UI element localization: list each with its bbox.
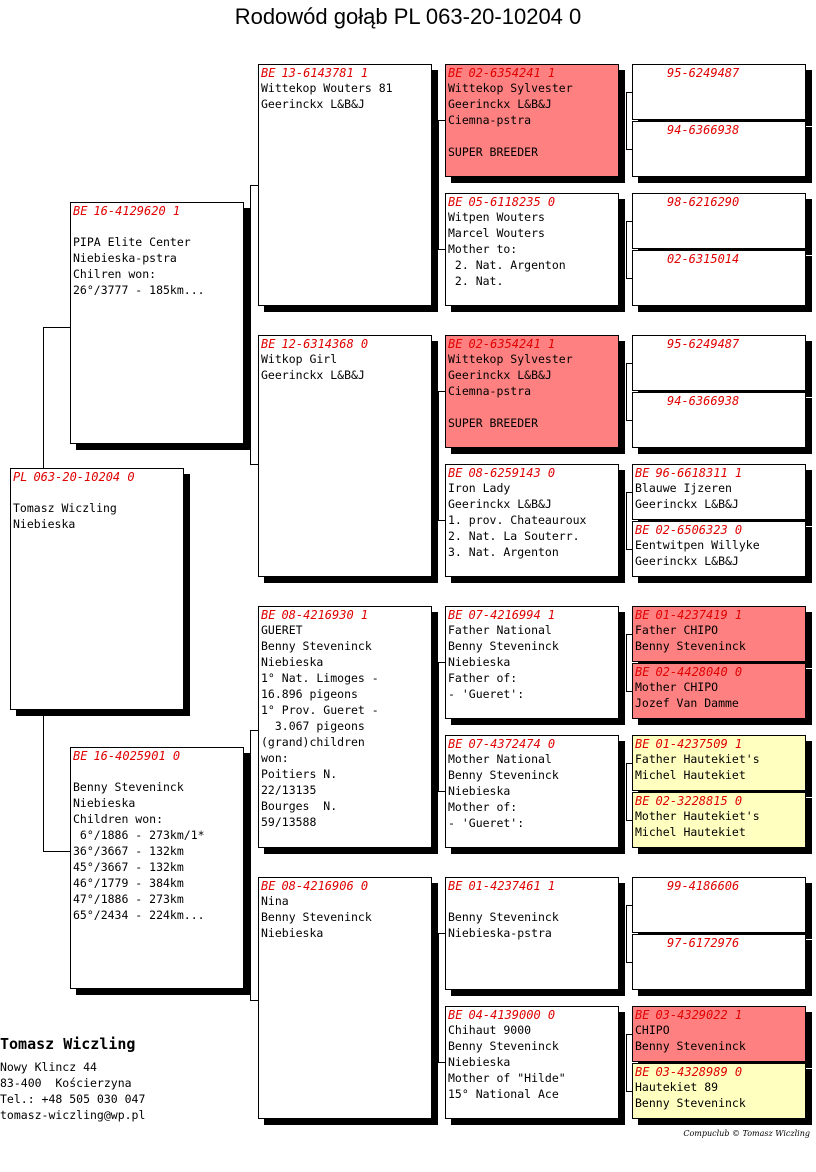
great-great-grandparent-10-ring (635, 665, 803, 679)
great-grandparent-1-info-line: Ciemna-pstra (448, 113, 532, 127)
great-grandparent-2-info-line: Witpen Wouters (448, 210, 545, 224)
connector-line (626, 905, 627, 962)
great-great-grandparent-12-card (632, 792, 806, 848)
great-great-grandparent-8-ring (635, 523, 803, 537)
connector-line (626, 92, 632, 93)
great-grandparent-7-info-line: Benny Steveninck (448, 910, 559, 924)
great-great-grandparent-9-card (632, 606, 806, 662)
connector-line (626, 420, 632, 421)
great-great-grandparent-9-ring-number: 01-4237419 1 (655, 608, 743, 622)
grandparent-4-country: BE (261, 879, 276, 893)
footer-credit: Compuclub © Tomasz Wiczling (683, 1129, 810, 1138)
grandparent-1-card (258, 64, 432, 306)
great-great-grandparent-7-info-line: Blauwe Ijzeren (635, 481, 732, 495)
connector-line (43, 327, 70, 328)
connector-line (438, 120, 439, 249)
great-great-grandparent-11-ring-number: 01-4237509 1 (655, 737, 743, 751)
great-great-grandparent-1-card (632, 64, 806, 120)
grandparent-3-info-line: 1° Prov. Gueret - (261, 703, 379, 717)
mother-pigeon-info-line: 46°/1779 - 384km (73, 876, 184, 890)
subject-pigeon-ring (13, 470, 181, 484)
grandparent-4-ring-number: 08-4216906 0 (281, 879, 369, 893)
great-grandparent-4-info-line: 2. Nat. La Souterr. (448, 529, 580, 543)
connector-line (626, 363, 632, 364)
connector-line (250, 185, 251, 465)
owner-city: 83-400 Kościerzyna (0, 1076, 132, 1090)
grandparent-4-ring (261, 879, 429, 893)
father-pigeon-ring-number: 16-4129620 1 (93, 204, 181, 218)
grandparent-3-info-line: GUERET (261, 623, 303, 637)
connector-line (438, 933, 439, 1062)
great-grandparent-8-info-line: Niebieska (448, 1055, 511, 1069)
great-grandparent-2-ring (448, 195, 616, 209)
great-great-grandparent-16-country: BE (635, 1065, 650, 1079)
great-great-grandparent-7-ring-number: 96-6618311 1 (655, 466, 743, 480)
grandparent-3-card (258, 606, 432, 848)
connector-line (626, 549, 632, 550)
grandparent-3-info-line: 3.067 pigeons (261, 719, 365, 733)
great-grandparent-3-info-line: SUPER BREEDER (448, 416, 539, 430)
connector-line (438, 1062, 445, 1063)
grandparent-2-info-line: Geerinckx L&B&J (261, 368, 365, 382)
great-great-grandparent-5-ring (635, 337, 803, 351)
connector-line (438, 120, 445, 121)
connector-line (626, 763, 632, 764)
great-great-grandparent-16-ring (635, 1065, 803, 1079)
great-great-grandparent-10-country: BE (635, 665, 650, 679)
connector-line (626, 221, 627, 278)
great-grandparent-4-ring (448, 466, 616, 480)
owner-phone: Tel.: +48 505 030 047 (0, 1092, 146, 1106)
father-pigeon-info-line (73, 218, 241, 234)
grandparent-4-info-line: Benny Steveninck (261, 910, 372, 924)
great-great-grandparent-9-country: BE (635, 608, 650, 622)
connector-line (244, 320, 250, 321)
mother-pigeon-ring-number: 16-4025901 0 (93, 749, 181, 763)
connector-line (626, 149, 632, 150)
great-great-grandparent-8-info-line: Geerinckx L&B&J (635, 554, 739, 568)
great-great-grandparent-8-info-line: Eentwitpen Willyke (635, 538, 760, 552)
connector-line (626, 634, 632, 635)
connector-line (626, 820, 632, 821)
great-great-grandparent-12-info-line: Michel Hautekiet (635, 825, 746, 839)
owner-email: tomasz-wiczling@wp.pl (0, 1108, 146, 1122)
great-grandparent-1-info-line: SUPER BREEDER (448, 145, 539, 159)
great-grandparent-7-ring-number: 01-4237461 1 (468, 879, 556, 893)
connector-line (626, 492, 627, 549)
great-great-grandparent-9-info-line: Father CHIPO (635, 623, 719, 637)
mother-pigeon-info-line: 47°/1886 - 273km (73, 892, 184, 906)
great-grandparent-4-card (445, 464, 619, 577)
mother-pigeon-info-line: 6°/1886 - 273km/1* (73, 828, 205, 842)
great-great-grandparent-6-card (632, 392, 806, 448)
connector-line (626, 691, 632, 692)
great-great-grandparent-16-card (632, 1063, 806, 1119)
great-great-grandparent-16-info-line: Hautekiet 89 (635, 1080, 719, 1094)
connector-line (626, 1034, 632, 1035)
grandparent-3-info-line: Benny Steveninck (261, 639, 372, 653)
connector-line (438, 662, 439, 791)
subject-pigeon-card (10, 468, 184, 710)
great-great-grandparent-10-info-line: Mother CHIPO (635, 680, 719, 694)
mother-pigeon-info-line (73, 763, 241, 779)
great-great-grandparent-5-card (632, 335, 806, 391)
great-great-grandparent-11-info-line: Father Hautekiet's (635, 752, 760, 766)
grandparent-3-info-line: 16.896 pigeons (261, 687, 358, 701)
grandparent-1-ring (261, 66, 429, 80)
grandparent-3-ring (261, 608, 429, 622)
great-grandparent-2-info-line: 2. Nat. (448, 274, 504, 288)
great-grandparent-4-info-line: 3. Nat. Argenton (448, 545, 559, 559)
owner-name: Tomasz Wiczling (0, 1035, 136, 1053)
great-great-grandparent-10-ring-number: 02-4428040 0 (655, 665, 743, 679)
great-great-grandparent-3-card (632, 193, 806, 249)
connector-line (626, 278, 632, 279)
great-great-grandparent-13-card (632, 877, 806, 933)
great-great-grandparent-2-card (632, 121, 806, 177)
great-grandparent-6-ring-number: 07-4372474 0 (468, 737, 556, 751)
great-grandparent-8-info-line: Chihaut 9000 (448, 1023, 532, 1037)
great-grandparent-5-card (445, 606, 619, 719)
great-grandparent-1-info-line: Geerinckx L&B&J (448, 97, 552, 111)
subject-pigeon-info-line: Niebieska (13, 517, 76, 531)
connector-line (626, 1091, 632, 1092)
connector-line (43, 710, 44, 851)
great-great-grandparent-2-ring (635, 123, 803, 137)
grandparent-4-card (258, 877, 432, 1119)
great-grandparent-2-ring-number: 05-6118235 0 (468, 195, 556, 209)
grandparent-2-info-line: Witkop Girl (261, 352, 338, 366)
great-great-grandparent-4-card (632, 250, 806, 306)
great-great-grandparent-12-ring (635, 794, 803, 808)
great-great-grandparent-6-ring-number: 94-6366938 (667, 394, 740, 408)
great-grandparent-7-country: BE (448, 879, 463, 893)
father-pigeon-country: BE (73, 204, 88, 218)
grandparent-3-info-line: 22/13135 (261, 783, 317, 797)
grandparent-2-ring (261, 337, 429, 351)
great-great-grandparent-1-ring-number: 95-6249487 (667, 66, 740, 80)
father-pigeon-info-line: PIPA Elite Center (73, 235, 191, 249)
mother-pigeon-info-line: 45°/3667 - 132km (73, 860, 184, 874)
connector-line (438, 933, 445, 934)
grandparent-3-info-line: won: (261, 751, 289, 765)
connector-line (626, 962, 632, 963)
great-great-grandparent-7-card (632, 464, 806, 520)
great-grandparent-7-info-line (448, 893, 616, 909)
connector-line (626, 1034, 627, 1091)
great-grandparent-3-info-line: Ciemna-pstra (448, 384, 532, 398)
great-great-grandparent-4-ring-number: 02-6315014 (667, 252, 740, 266)
mother-pigeon-info-line: 36°/3667 - 132km (73, 844, 184, 858)
grandparent-4-info-line: Niebieska (261, 926, 324, 940)
grandparent-3-info-line: (grand)children (261, 735, 365, 749)
great-grandparent-8-country: BE (448, 1008, 463, 1022)
great-grandparent-1-info-line (448, 128, 616, 144)
great-great-grandparent-9-ring (635, 608, 803, 622)
great-grandparent-3-info-line: Geerinckx L&B&J (448, 368, 552, 382)
great-grandparent-8-ring (448, 1008, 616, 1022)
father-pigeon-info-line: Niebieska-pstra (73, 251, 177, 265)
great-great-grandparent-14-card (632, 934, 806, 990)
great-grandparent-4-ring-number: 08-6259143 0 (468, 466, 556, 480)
connector-line (438, 249, 445, 250)
great-great-grandparent-15-country: BE (635, 1008, 650, 1022)
great-grandparent-6-card (445, 735, 619, 848)
great-grandparent-6-ring (448, 737, 616, 751)
grandparent-1-info-line: Geerinckx L&B&J (261, 97, 365, 111)
grandparent-3-info-line: Niebieska (261, 655, 324, 669)
great-grandparent-4-info-line: Geerinckx L&B&J (448, 497, 552, 511)
great-great-grandparent-10-card (632, 663, 806, 719)
great-grandparent-8-info-line: 15° National Ace (448, 1087, 559, 1101)
great-grandparent-1-ring-number: 02-6354241 1 (468, 66, 556, 80)
grandparent-3-country: BE (261, 608, 276, 622)
great-great-grandparent-15-card (632, 1006, 806, 1062)
grandparent-3-ring-number: 08-4216930 1 (281, 608, 369, 622)
mother-pigeon-country: BE (73, 749, 88, 763)
great-grandparent-6-country: BE (448, 737, 463, 751)
connector-line (438, 391, 445, 392)
great-grandparent-6-info-line: Benny Steveninck (448, 768, 559, 782)
connector-line (626, 363, 627, 420)
connector-line (438, 520, 445, 521)
great-great-grandparent-6-ring (635, 394, 803, 408)
great-great-grandparent-12-info-line: Mother Hautekiet's (635, 809, 760, 823)
great-grandparent-2-card (445, 193, 619, 306)
great-great-grandparent-15-info-line: CHIPO (635, 1023, 670, 1037)
connector-line (626, 92, 627, 149)
grandparent-1-ring-number: 13-6143781 1 (281, 66, 369, 80)
great-grandparent-6-info-line: Mother of: (448, 800, 518, 814)
great-great-grandparent-11-ring (635, 737, 803, 751)
great-grandparent-4-info-line: 1. prov. Chateauroux (448, 513, 587, 527)
great-grandparent-4-info-line: Iron Lady (448, 481, 511, 495)
great-grandparent-3-info-line (448, 399, 616, 415)
connector-line (626, 221, 632, 222)
mother-pigeon-card (70, 747, 244, 989)
grandparent-3-info-line: Poitiers N. (261, 767, 338, 781)
great-great-grandparent-12-ring-number: 02-3228815 0 (655, 794, 743, 808)
great-grandparent-8-info-line: Benny Steveninck (448, 1039, 559, 1053)
mother-pigeon-ring (73, 749, 241, 763)
connector-line (626, 634, 627, 691)
great-great-grandparent-16-info-line: Benny Steveninck (635, 1096, 746, 1110)
great-grandparent-7-card (445, 877, 619, 990)
great-great-grandparent-11-info-line: Michel Hautekiet (635, 768, 746, 782)
great-great-grandparent-15-ring (635, 1008, 803, 1022)
great-great-grandparent-9-info-line: Benny Steveninck (635, 639, 746, 653)
connector-line (626, 905, 632, 906)
great-grandparent-6-info-line: Niebieska (448, 784, 511, 798)
grandparent-1-country: BE (261, 66, 276, 80)
grandparent-3-info-line: 59/13588 (261, 815, 317, 829)
connector-line (250, 185, 258, 186)
connector-line (250, 464, 258, 465)
connector-line (626, 763, 627, 820)
connector-line (43, 851, 70, 852)
great-great-grandparent-3-ring (635, 195, 803, 209)
grandparent-2-country: BE (261, 337, 276, 351)
connector-line (438, 662, 445, 663)
great-grandparent-8-card (445, 1006, 619, 1119)
mother-pigeon-info-line: 65°/2434 - 224km... (73, 908, 205, 922)
subject-pigeon-ring-number: 063-20-10204 0 (33, 470, 135, 484)
great-grandparent-5-info-line: Niebieska (448, 655, 511, 669)
great-grandparent-1-info-line: Wittekop Sylvester (448, 81, 573, 95)
great-great-grandparent-14-ring (635, 936, 803, 950)
great-grandparent-5-ring (448, 608, 616, 622)
great-great-grandparent-8-country: BE (635, 523, 650, 537)
great-grandparent-8-ring-number: 04-4139000 0 (468, 1008, 556, 1022)
great-great-grandparent-7-info-line: Geerinckx L&B&J (635, 497, 739, 511)
connector-line (250, 730, 251, 1000)
great-grandparent-3-ring-number: 02-6354241 1 (468, 337, 556, 351)
mother-pigeon-info-line: Niebieska (73, 796, 136, 810)
great-great-grandparent-15-info-line: Benny Steveninck (635, 1039, 746, 1053)
father-pigeon-ring (73, 204, 241, 218)
great-great-grandparent-8-ring-number: 02-6506323 0 (655, 523, 743, 537)
great-great-grandparent-8-card (632, 521, 806, 577)
great-grandparent-2-info-line: 2. Nat. Argenton (448, 258, 566, 272)
grandparent-3-info-line: 1° Nat. Limoges - (261, 671, 379, 685)
connector-line (250, 730, 258, 731)
great-great-grandparent-15-ring-number: 03-4329022 1 (655, 1008, 743, 1022)
page-title: Rodowód gołąb PL 063-20-10204 0 (234, 4, 582, 29)
great-grandparent-1-card (445, 64, 619, 177)
great-great-grandparent-3-ring-number: 98-6216290 (667, 195, 740, 209)
great-great-grandparent-10-info-line: Jozef Van Damme (635, 696, 739, 710)
connector-line (250, 1000, 258, 1001)
grandparent-3-info-line: Bourges N. (261, 799, 338, 813)
father-pigeon-info-line: Chilren won: (73, 267, 157, 281)
great-great-grandparent-11-card (632, 735, 806, 791)
subject-pigeon-country: PL (13, 470, 28, 484)
great-great-grandparent-13-ring-number: 99-4186606 (667, 879, 740, 893)
father-pigeon-card (70, 202, 244, 444)
great-grandparent-3-info-line: Wittekop Sylvester (448, 352, 573, 366)
great-grandparent-5-info-line: Father of: (448, 671, 518, 685)
mother-pigeon-info-line: Children won: (73, 812, 164, 826)
subject-pigeon-info-line (13, 484, 181, 500)
great-grandparent-3-country: BE (448, 337, 463, 351)
great-grandparent-1-country: BE (448, 66, 463, 80)
great-grandparent-4-country: BE (448, 466, 463, 480)
grandparent-4-info-line: Nina (261, 894, 289, 908)
great-grandparent-6-info-line: Mother National (448, 752, 552, 766)
connector-line (244, 868, 250, 869)
great-grandparent-8-info-line: Mother of "Hilde" (448, 1071, 566, 1085)
great-great-grandparent-4-ring (635, 252, 803, 266)
great-great-grandparent-7-ring (635, 466, 803, 480)
great-great-grandparent-13-ring (635, 879, 803, 893)
great-grandparent-3-card (445, 335, 619, 448)
great-grandparent-7-info-line: Niebieska-pstra (448, 926, 552, 940)
connector-line (43, 327, 44, 468)
great-grandparent-5-ring-number: 07-4216994 1 (468, 608, 556, 622)
great-grandparent-7-ring (448, 879, 616, 893)
great-grandparent-2-info-line: Marcel Wouters (448, 226, 545, 240)
great-grandparent-5-country: BE (448, 608, 463, 622)
great-great-grandparent-11-country: BE (635, 737, 650, 751)
great-grandparent-6-info-line: - 'Gueret': (448, 816, 525, 830)
grandparent-1-info-line: Wittekop Wouters 81 (261, 81, 393, 95)
grandparent-2-card (258, 335, 432, 577)
great-great-grandparent-5-ring-number: 95-6249487 (667, 337, 740, 351)
great-grandparent-3-ring (448, 337, 616, 351)
great-great-grandparent-7-country: BE (635, 466, 650, 480)
great-grandparent-5-info-line: Father National (448, 623, 552, 637)
great-great-grandparent-12-country: BE (635, 794, 650, 808)
mother-pigeon-info-line: Benny Steveninck (73, 780, 184, 794)
connector-line (438, 791, 445, 792)
grandparent-2-ring-number: 12-6314368 0 (281, 337, 369, 351)
great-great-grandparent-14-ring-number: 97-6172976 (667, 936, 740, 950)
great-grandparent-1-ring (448, 66, 616, 80)
subject-pigeon-info-line: Tomasz Wiczling (13, 501, 117, 515)
great-great-grandparent-2-ring-number: 94-6366938 (667, 123, 740, 137)
great-grandparent-5-info-line: - 'Gueret': (448, 687, 525, 701)
great-grandparent-2-country: BE (448, 195, 463, 209)
connector-line (438, 391, 439, 520)
father-pigeon-info-line: 26°/3777 - 185km... (73, 283, 205, 297)
great-grandparent-2-info-line: Mother to: (448, 242, 518, 256)
great-grandparent-5-info-line: Benny Steveninck (448, 639, 559, 653)
owner-address: Nowy Klincz 44 (0, 1060, 97, 1074)
great-great-grandparent-16-ring-number: 03-4328989 0 (655, 1065, 743, 1079)
connector-line (626, 492, 632, 493)
great-great-grandparent-1-ring (635, 66, 803, 80)
